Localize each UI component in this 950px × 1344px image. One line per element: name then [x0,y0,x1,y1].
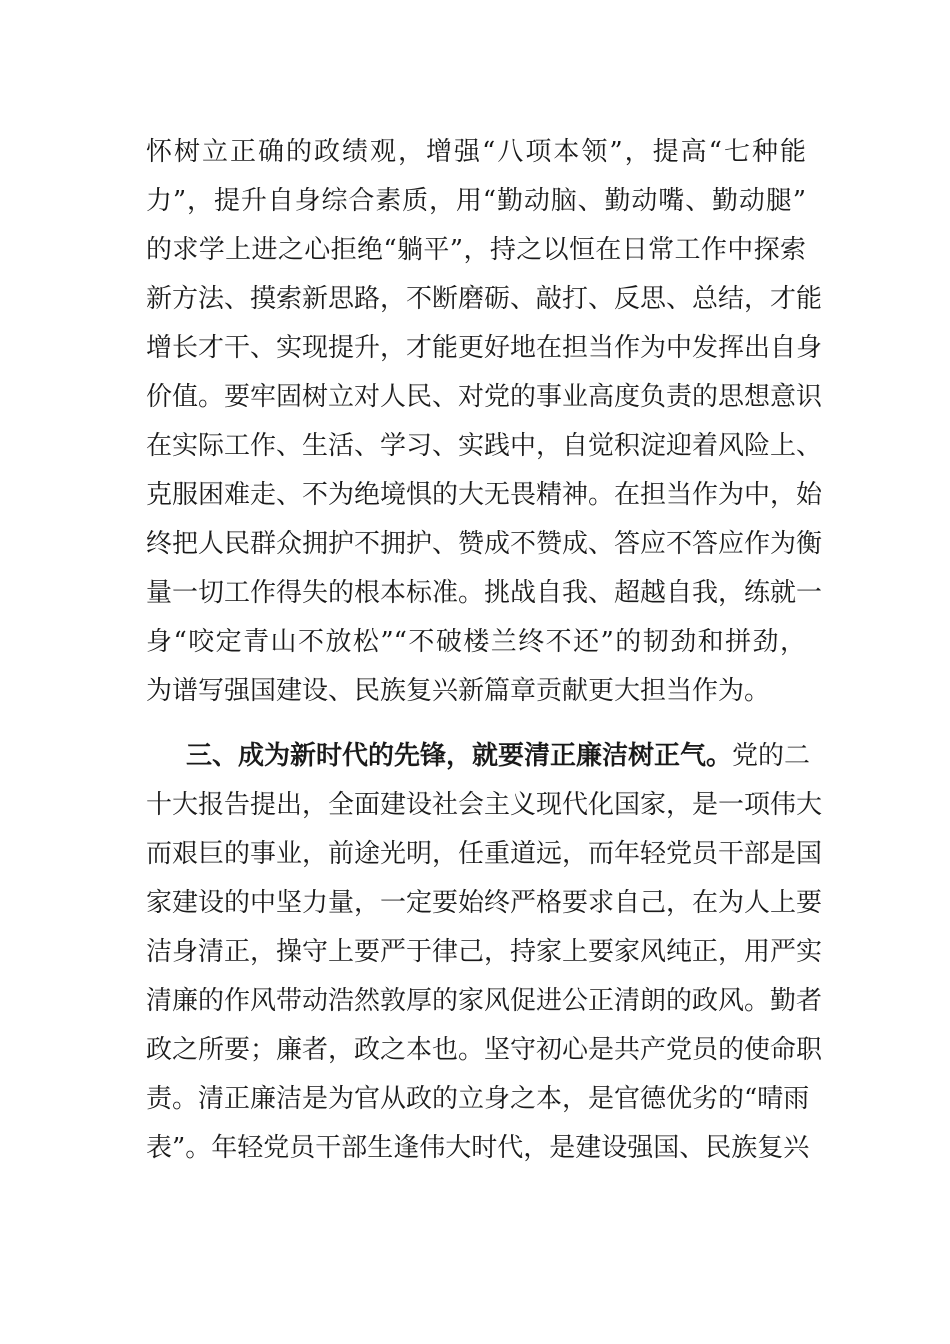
paragraph-line: 洁身清正，操守上要严于律己，持家上要家风纯正，用严实 [146,937,823,967]
paragraph-line: 而艰巨的事业，前途光明，任重道远，而年轻党员干部是国 [146,839,823,869]
paragraph-line: 新方法、摸索新思路，不断磨砺、敲打、反思、总结，才能 [146,284,823,314]
paragraph-line: 力”，提升自身综合素质，用“勤动脑、勤动嘴、勤动腿” [146,186,806,216]
paragraph-line: 在实际工作、生活、学习、实践中，自觉积淀迎着风险上、 [146,431,823,461]
section-heading-line [186,740,811,772]
paragraph-line: 十大报告提出，全面建设社会主义现代化国家，是一项伟大 [146,790,823,820]
paragraph-line: 身“咬定青山不放松”“不破楼兰终不还”的韧劲和拼劲， [146,627,806,657]
section-heading: 三、成为新时代的先锋，就要清正廉洁树正气。 [186,741,733,771]
paragraph-line: 政之所要；廉者，政之本也。坚守初心是共产党员的使命职 [146,1035,823,1065]
paragraph-line: 为谱写强国建设、民族复兴新篇章贡献更大担当作为。 [146,676,771,706]
heading-line-rest: 党的二 [732,741,811,771]
paragraph-line: 增长才干、实现提升，才能更好地在担当作为中发挥出自身 [146,333,823,363]
paragraph-line: 价值。要牢固树立对人民、对党的事业高度负责的思想意识 [146,382,823,412]
paragraph-line: 怀树立正确的政绩观，增强“八项本领”，提高“七种能 [146,137,806,167]
paragraph-line: 清廉的作风带动浩然敦厚的家风促进公正清朗的政风。勤者 [146,986,823,1016]
paragraph-line: 责。清正廉洁是为官从政的立身之本，是官德优劣的“晴雨 [146,1084,810,1114]
paragraph-line: 表”。年轻党员干部生逢伟大时代，是建设强国、民族复兴 [146,1133,810,1163]
paragraph-line: 克服困难走、不为绝境惧的大无畏精神。在担当作为中，始 [146,480,823,510]
paragraph-line: 的求学上进之心拒绝“躺平”，持之以恒在日常工作中探索 [146,235,806,265]
paragraph-line: 终把人民群众拥护不拥护、赞成不赞成、答应不答应作为衡 [146,529,823,559]
paragraph-line: 家建设的中坚力量，一定要始终严格要求自己，在为人上要 [146,888,823,918]
paragraph-line: 量一切工作得失的根本标准。挑战自我、超越自我，练就一 [146,578,823,608]
